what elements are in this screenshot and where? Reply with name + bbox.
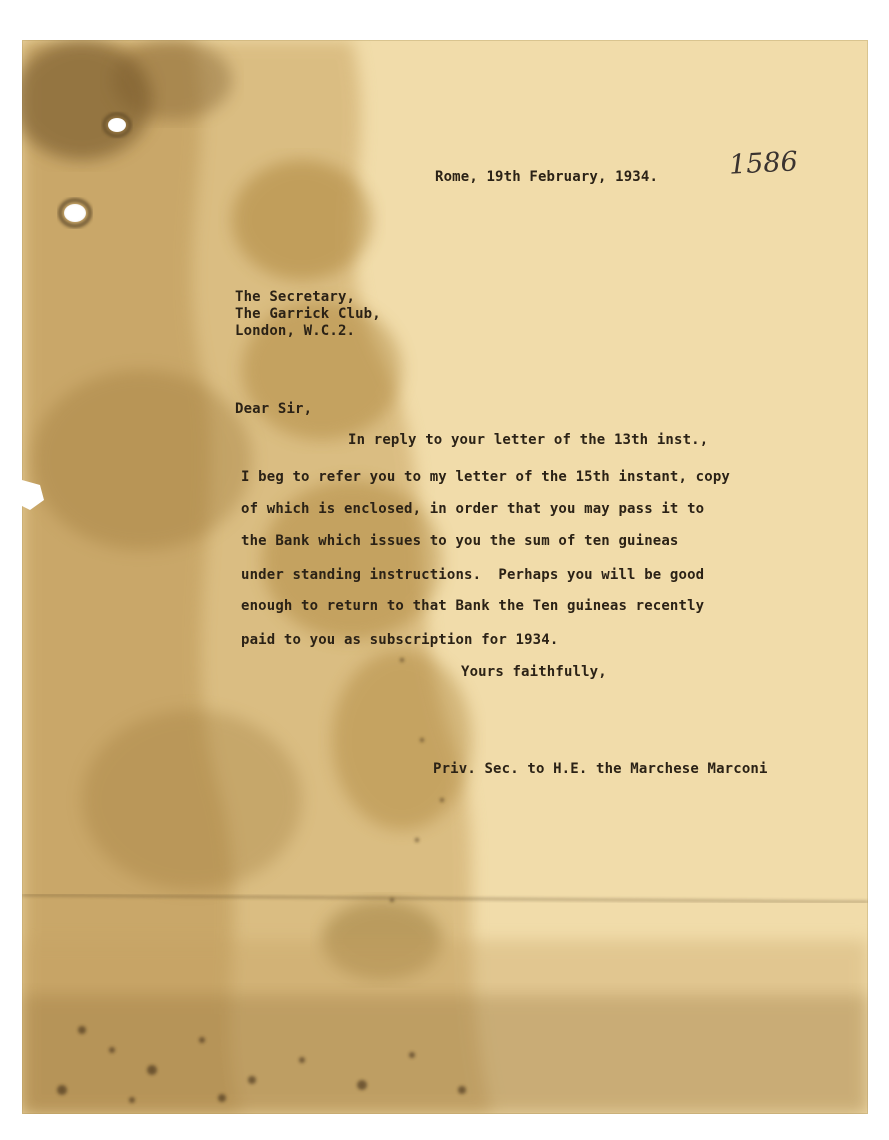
body-line: I beg to refer you to my letter of the 15th instant, copy	[241, 469, 730, 485]
addressee-line-1: The Secretary,	[235, 289, 356, 305]
addressee-line-3: London, W.C.2.	[235, 323, 356, 339]
archive-number: 1586	[728, 146, 799, 181]
date-line: Rome, 19th February, 1934.	[435, 169, 659, 185]
body-line: under standing instructions. Perhaps you will be good	[241, 567, 705, 583]
addressee-line-2: The Garrick Club,	[235, 306, 381, 322]
signature-line: Priv. Sec. to H.E. the Marchese Marconi	[433, 761, 768, 777]
body-line: enough to return to that Bank the Ten guineas recently	[241, 598, 705, 614]
body-line: the Bank which issues to you the sum of ten guineas	[241, 533, 679, 549]
body-line: paid to you as subscription for 1934.	[241, 632, 559, 648]
paper-hole	[64, 204, 86, 222]
salutation: Dear Sir,	[235, 401, 313, 417]
paper-hole	[108, 118, 126, 132]
body-line: of which is enclosed, in order that you may pass it to	[241, 501, 705, 517]
closing: Yours faithfully,	[461, 664, 607, 680]
body-line: In reply to your letter of the 13th inst.,	[348, 432, 709, 448]
letter-page	[22, 40, 868, 1114]
